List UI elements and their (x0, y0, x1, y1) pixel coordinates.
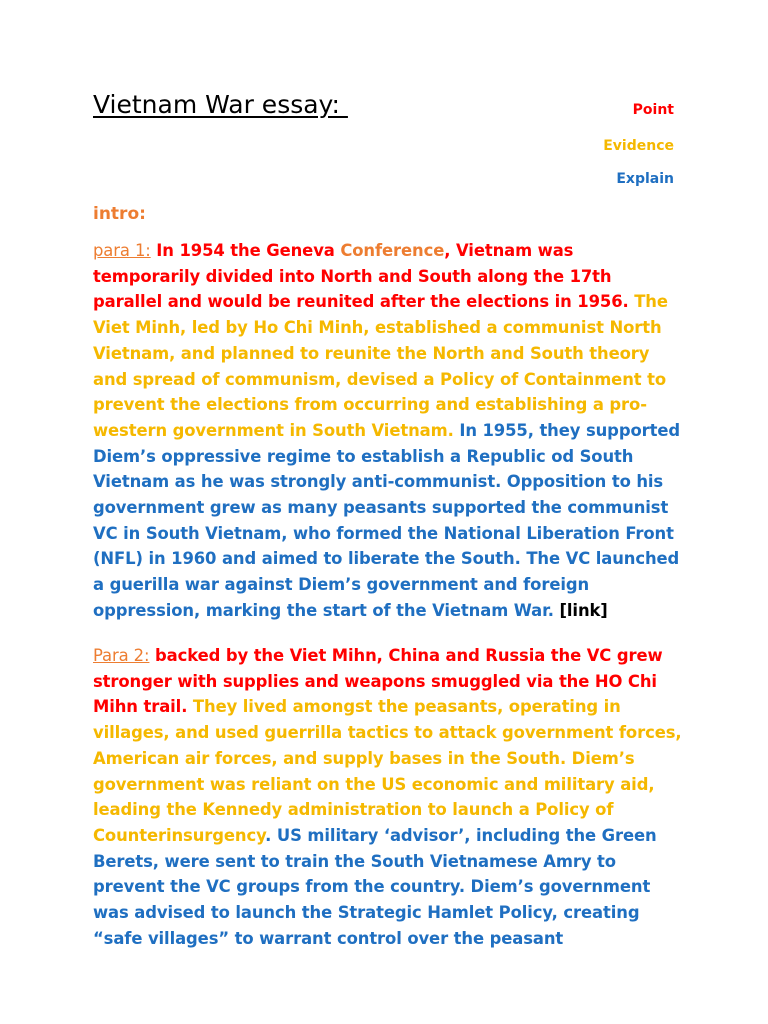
para-2-explain: . US military ‘advisor’, including the Green Berets, were sent to train the South Vietnamese Amry to prevent the VC groups from the country. Diem’s government was advised to launch the Strategic Hamlet Policy, creating “safe villages” to warrant control over the peasant (93, 825, 657, 948)
legend-explain: Explain (616, 171, 674, 187)
para-1-evidence: The Viet Minh, led by Ho Chi Minh, established a communist North Vietnam, and planned to reunite the North and South theory and spread of communism, devised a Policy of Containment to prevent the elections from occurring and establishing a pro-western government in South Vietnam. (93, 292, 668, 440)
legend-point: Point (632, 102, 674, 118)
legend-evidence: Evidence (603, 138, 674, 154)
para-1-explain: In 1955, they supported Diem’s oppressive regime to establish a Republic od South Vietnam as he was strongly anti-communist. Opposition to his government grew as many peasants supported the communist VC in South Vietnam, who formed the National Liberation Front (NFL) in 1960 and aimed to liberate the South. The VC launched a guerilla war against Diem’s government and foreign oppression, marking the start of the Vietnam War. (93, 420, 680, 620)
para-1-label: para 1: (93, 241, 151, 260)
para-2-label: Para 2: (93, 646, 150, 665)
para-1-link[interactable]: [link] (553, 600, 608, 620)
paragraph-1 (93, 238, 685, 624)
para-2-evidence: They lived amongst the peasants, operating in villages, and used guerrilla tactics to attack government forces, American air forces, and supply bases in the South. Diem’s government was reliant on the US economic and military aid, leading the Kennedy administration to launch a Policy of Counterinsurgency (93, 697, 682, 845)
intro-heading: intro: (93, 204, 146, 224)
essay-title: Vietnam War essay: (93, 90, 348, 119)
para-1-point-rest: , Vietnam was temporarily divided into North and South along the 17th parallel and would be reunited after the elections in 1956. (93, 241, 629, 312)
para-1-point-highlight: Conference (340, 241, 445, 260)
para-2-point: backed by the Viet Mihn, China and Russia the VC grew stronger with supplies and weapons smuggled via the HO Chi Mihn trail. (93, 646, 663, 717)
paragraph-2 (93, 643, 685, 951)
para-1-point: In 1954 the Geneva (150, 241, 341, 260)
